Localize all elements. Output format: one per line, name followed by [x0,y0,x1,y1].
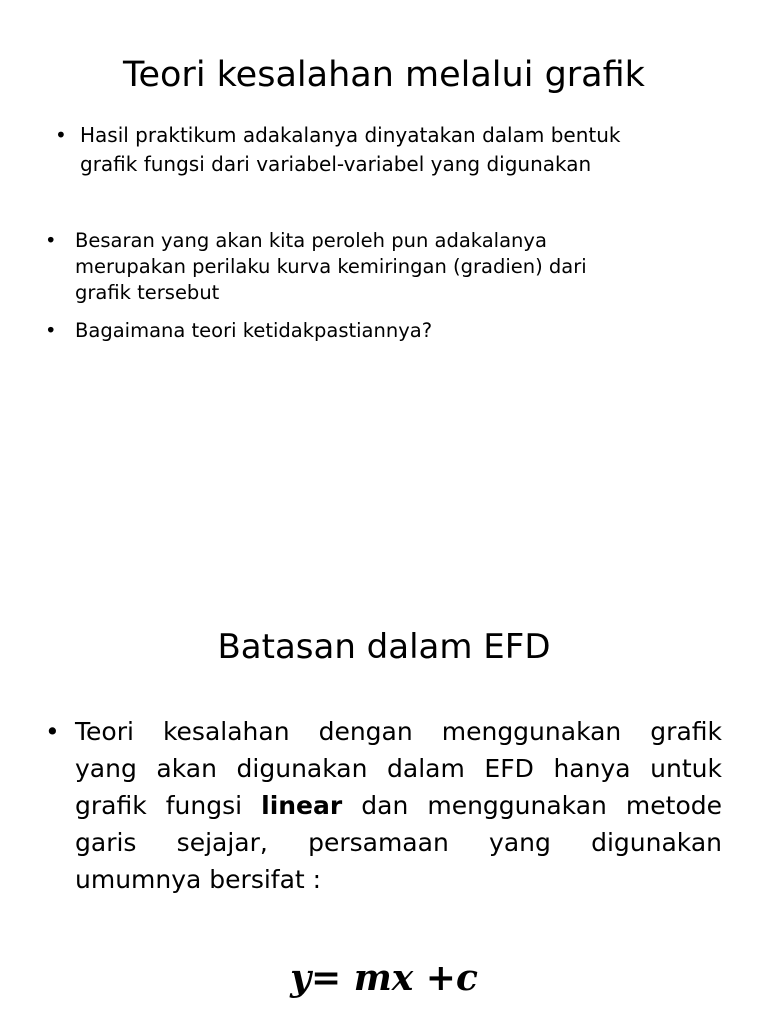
slide-title: Teori kesalahan melalui grafik [123,55,645,95]
bullet-marker: • [45,319,57,342]
bullet-item [45,713,722,898]
bullet-text-segment: dan menggunakan metode [342,791,723,820]
bullet-marker: • [55,123,67,147]
slide-2 [0,512,768,1024]
linear-equation: y= mx +c [290,957,478,999]
bullet-line: garis sejajar, persamaan yang digunakan [75,828,722,857]
bullet-text [75,318,725,344]
bold-term: linear [261,791,343,820]
bullet-item [55,121,735,179]
bullet-line: grafik tersebut [75,281,220,304]
bullet-line: Teori kesalahan dengan menggunakan grafik [75,717,722,746]
bullet-line: Besaran yang akan kita peroleh pun adakalanya [75,229,547,252]
bullet-text [80,121,735,179]
bullet-text [75,228,725,306]
bullet-line: Bagaimana teori ketidakpastiannya? [75,319,433,342]
bullet-marker: • [45,229,57,252]
bullet-text-segment: grafik fungsi [75,791,262,820]
bullet-marker: • [45,717,60,746]
bullet-item [45,318,725,344]
bullet-line: merupakan perilaku kurva kemiringan (gradien) dari [75,255,587,278]
bullet-text [75,713,722,898]
bullet-line [75,787,722,824]
bullet-line: Hasil praktikum adakalanya dinyatakan dalam bentuk [80,123,621,147]
bullet-line: umumnya bersifat : [75,865,322,894]
bullet-line: grafik fungsi dari variabel-variabel yang digunakan [80,152,592,176]
slide-title: Batasan dalam EFD [217,627,551,667]
bullet-item [45,228,725,306]
bullet-line: yang akan digunakan dalam EFD hanya untuk [75,754,722,783]
